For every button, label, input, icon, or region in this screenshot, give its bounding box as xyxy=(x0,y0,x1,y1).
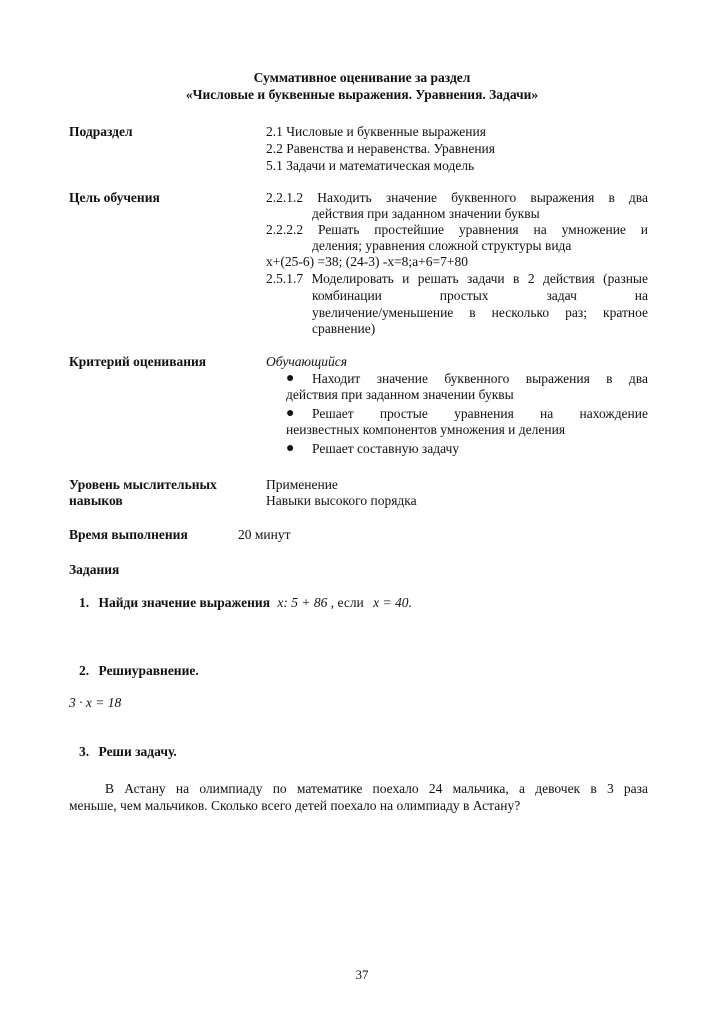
task-number: 3. xyxy=(79,744,90,759)
subsection-item: 2.1 Числовые и буквенные выражения xyxy=(266,124,486,139)
criteria-text: Находит значение буквенного выражения в два xyxy=(312,371,648,386)
criteria-text: Решает составную задачу xyxy=(312,441,460,456)
bullet-icon: ● xyxy=(286,406,295,421)
subsection-label: Подраздел xyxy=(69,124,133,139)
task-problem-text: В Астану на олимпиаду по математике поехало 24 мальчика, а девочек в 3 раза xyxy=(105,781,648,796)
criteria-text: неизвестных компонентов умножения и деления xyxy=(286,422,566,437)
task-number: 1. xyxy=(79,595,90,610)
goal-text: 2.5.1.7 Моделировать и решать задачи в 2 действия (разные xyxy=(266,271,648,286)
task-text: Найди значение выражения xyxy=(98,595,271,610)
task-equation: 3 · x = 18 xyxy=(69,695,122,710)
thinking-level-label: Уровень мыслительных xyxy=(69,477,217,492)
task-problem-text: меньше, чем мальчиков. Сколько всего детей поехало на олимпиаду в Астану? xyxy=(69,798,521,813)
task-3 xyxy=(79,744,177,760)
goal-text: комбинации простых задач на xyxy=(312,288,648,303)
task-1 xyxy=(79,595,412,611)
goal-text: x+(25-6) =38; (24-3) -x=8;a+6=7+80 xyxy=(266,254,469,269)
criteria-label: Критерий оценивания xyxy=(69,354,207,369)
goal-text: сравнение) xyxy=(312,321,376,336)
subsection-item: 5.1 Задачи и математическая модель xyxy=(266,158,475,173)
goal-text: увеличение/уменьшение в несколько раз; кратное xyxy=(312,305,648,320)
section-title-line1: Суммативное оценивание за раздел xyxy=(253,70,471,85)
page-number: 37 xyxy=(355,967,369,982)
thinking-level-value: Навыки высокого порядка xyxy=(266,493,417,508)
criteria-text: Решает простые уравнения на нахождение xyxy=(312,406,648,421)
task-expression: x: 5 + 86 xyxy=(277,595,328,610)
thinking-level-value: Применение xyxy=(266,477,338,492)
subsection-item: 2.2 Равенства и неравенства. Уравнения xyxy=(266,141,495,156)
goal-text: деления; уравнения сложной структуры вида xyxy=(312,238,572,253)
goal-text: 2.2.1.2 Находить значение буквенного выражения в два xyxy=(266,190,648,205)
criteria-intro: Обучающийся xyxy=(266,354,348,369)
section-title-line2: «Числовые и буквенные выражения. Уравнения. Задачи» xyxy=(185,87,539,102)
criteria-bullet-item xyxy=(286,371,648,407)
task-2 xyxy=(79,663,199,679)
task-text: , если xyxy=(330,595,364,610)
criteria-bullet-item xyxy=(286,406,648,442)
bullet-icon: ● xyxy=(286,371,295,386)
task-text: Решиуравнение. xyxy=(98,663,199,678)
task-number: 2. xyxy=(79,663,90,678)
thinking-level-label: навыков xyxy=(69,493,123,508)
tasks-heading: Задания xyxy=(69,562,120,577)
task-text: Реши задачу. xyxy=(98,744,177,759)
goal-text: 2.2.2.2 Решать простейшие уравнения на умножение и xyxy=(266,222,648,237)
time-value: 20 минут xyxy=(238,527,291,542)
time-label: Время выполнения xyxy=(69,527,188,542)
bullet-icon: ● xyxy=(286,441,295,456)
criteria-bullet-item xyxy=(286,441,648,459)
criteria-text: действия при заданном значении буквы xyxy=(286,387,514,402)
task-condition: x = 40. xyxy=(373,595,412,610)
learning-goal-label: Цель обучения xyxy=(69,190,160,205)
goal-text: действия при заданном значении буквы xyxy=(312,206,540,221)
